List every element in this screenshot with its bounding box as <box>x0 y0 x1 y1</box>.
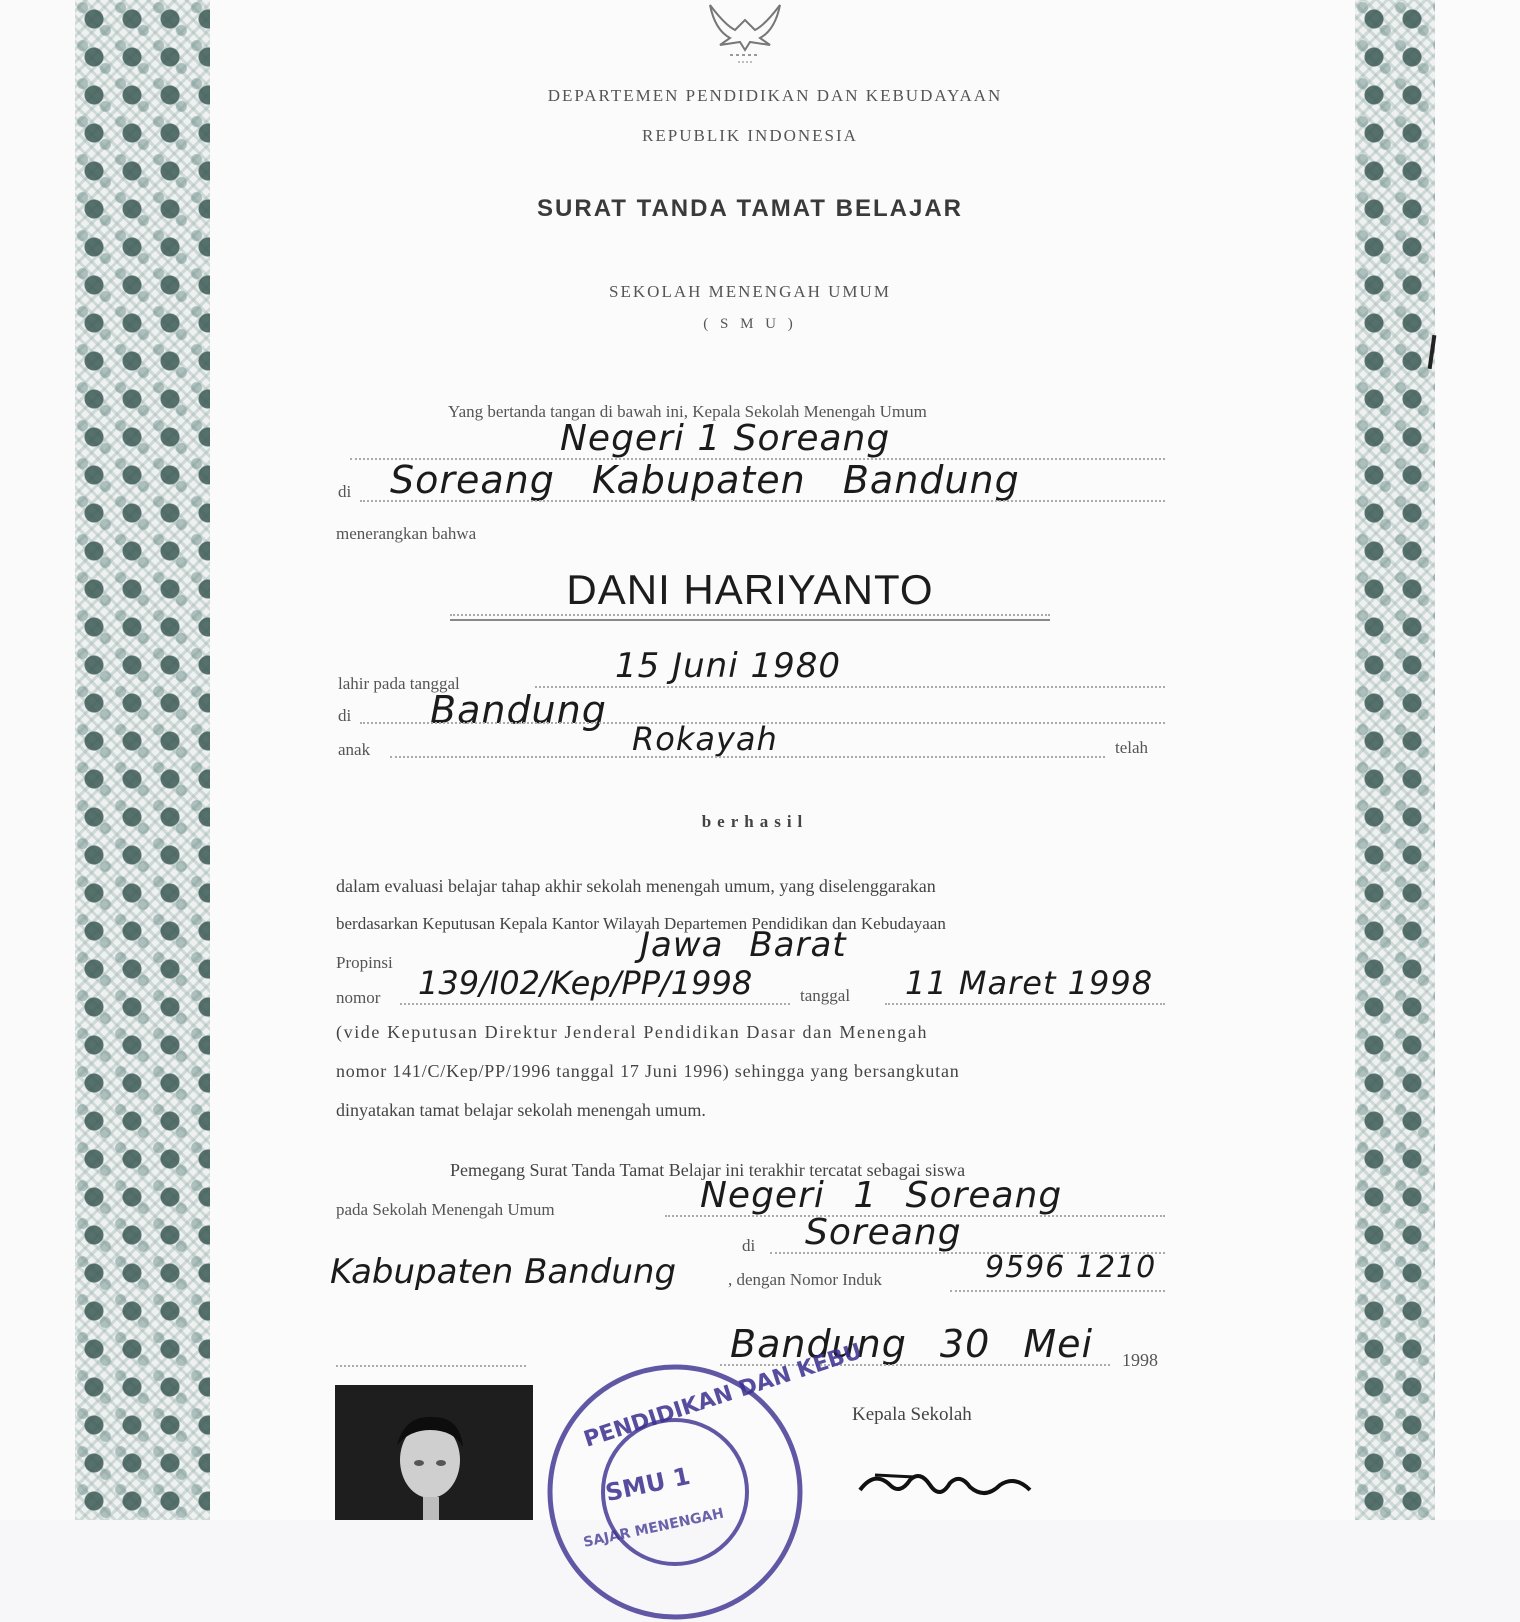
holder-statement: Pemegang Surat Tanda Tamat Belajar ini terakhir tercatat sebagai siswa <box>450 1160 966 1180</box>
decorative-border-right <box>1355 0 1435 1520</box>
student-name: DANI HARIYANTO <box>566 566 934 613</box>
dotted-line <box>400 1003 790 1005</box>
birth-place-label: di <box>338 706 352 725</box>
garuda-emblem-icon <box>690 0 800 70</box>
student-id-handwritten: 9596 1210 <box>985 1250 1157 1285</box>
decree-line-5: dinyatakan tamat belajar sekolah menengah umum. <box>336 1100 706 1120</box>
dotted-line <box>885 1003 1165 1005</box>
decree-line-2: berdasarkan Keputusan Kepala Kantor Wilayah Departemen Pendidikan dan Kebudayaan <box>336 914 946 933</box>
holder-regency-handwritten: Kabupaten Bandung <box>330 1252 677 1292</box>
propinsi-label: Propinsi <box>336 953 393 972</box>
parent-name-handwritten: Rokayah <box>632 720 778 758</box>
dotted-line <box>450 614 1050 616</box>
birth-date-label: lahir pada tanggal <box>338 674 460 693</box>
stamp-text-mid: SMU 1 <box>602 1461 693 1508</box>
holder-school-handwritten: Negeri 1 Soreang <box>700 1175 1063 1216</box>
principal-signature <box>855 1455 1035 1515</box>
dotted-line <box>535 686 1165 688</box>
induk-label: , dengan Nomor Induk <box>728 1270 882 1289</box>
page-margin-right <box>1435 0 1520 1520</box>
result-text: berhasil <box>701 812 809 831</box>
student-photo <box>335 1385 533 1520</box>
certificate-title: SURAT TANDA TAMAT BELAJAR <box>537 195 963 222</box>
birth-place-handwritten: Bandung <box>430 688 607 732</box>
school-type: SEKOLAH MENENGAH UMUM <box>609 282 891 301</box>
page-margin-left <box>0 0 75 1520</box>
holder-school-label: pada Sekolah Menengah Umum <box>336 1200 555 1219</box>
location-handwritten: Soreang Kabupaten Bandung <box>390 458 1020 502</box>
dotted-line <box>390 756 1105 758</box>
name-underline <box>450 619 1050 621</box>
dotted-line <box>336 1365 526 1367</box>
telah-label: telah <box>1115 738 1149 757</box>
stamp-text-top: PENDIDIKAN DAN KEBU <box>580 1339 866 1453</box>
tanggal-label: tanggal <box>800 986 851 1005</box>
nomor-label: nomor <box>336 988 381 1007</box>
decree-number-handwritten: 139/I02/Kep/PP/1998 <box>418 964 753 1002</box>
stamp-text-small: SAJAR MENENGAH <box>581 1505 726 1551</box>
decree-line-4: nomor 141/C/Kep/PP/1996 tanggal 17 Juni 1996) sehingga yang bersangkutan <box>336 1061 960 1081</box>
certificate-sheet <box>210 0 1355 1520</box>
decree-line-3: (vide Keputusan Direktur Jenderal Pendidikan Dasar dan Menengah <box>336 1022 929 1042</box>
holder-city-handwritten: Soreang <box>805 1212 962 1253</box>
intro-statement: Yang bertanda tangan di bawah ini, Kepala Sekolah Menengah Umum <box>448 402 927 421</box>
signing-place-date-handwritten: Bandung 30 Mei <box>730 1322 1094 1366</box>
signing-year: 1998 <box>1122 1350 1158 1370</box>
school-name-handwritten: Negeri 1 Soreang <box>560 418 891 459</box>
declares-label: menerangkan bahwa <box>336 524 477 543</box>
child-of-label: anak <box>338 740 371 759</box>
principal-role: Kepala Sekolah <box>852 1404 972 1425</box>
dotted-line <box>950 1290 1165 1292</box>
portrait-image <box>335 1385 533 1520</box>
province-handwritten: Jawa Barat <box>640 925 847 965</box>
school-stamp <box>545 1339 866 1622</box>
republic-heading: REPUBLIK INDONESIA <box>642 126 858 145</box>
birth-date-handwritten: 15 Juni 1980 <box>615 646 841 686</box>
decree-date-handwritten: 11 Maret 1998 <box>905 964 1154 1002</box>
di-label: di <box>338 482 352 501</box>
dotted-line <box>360 500 1165 502</box>
decree-line-1: dalam evaluasi belajar tahap akhir sekolah menengah umum, yang diselenggarakan <box>336 876 936 896</box>
department-heading: DEPARTEMEN PENDIDIKAN DAN KEBUDAYAAN <box>547 86 1003 105</box>
holder-di-label: di <box>742 1236 756 1255</box>
decorative-border-left <box>75 0 210 1520</box>
school-abbreviation: ( S M U ) <box>703 316 797 332</box>
